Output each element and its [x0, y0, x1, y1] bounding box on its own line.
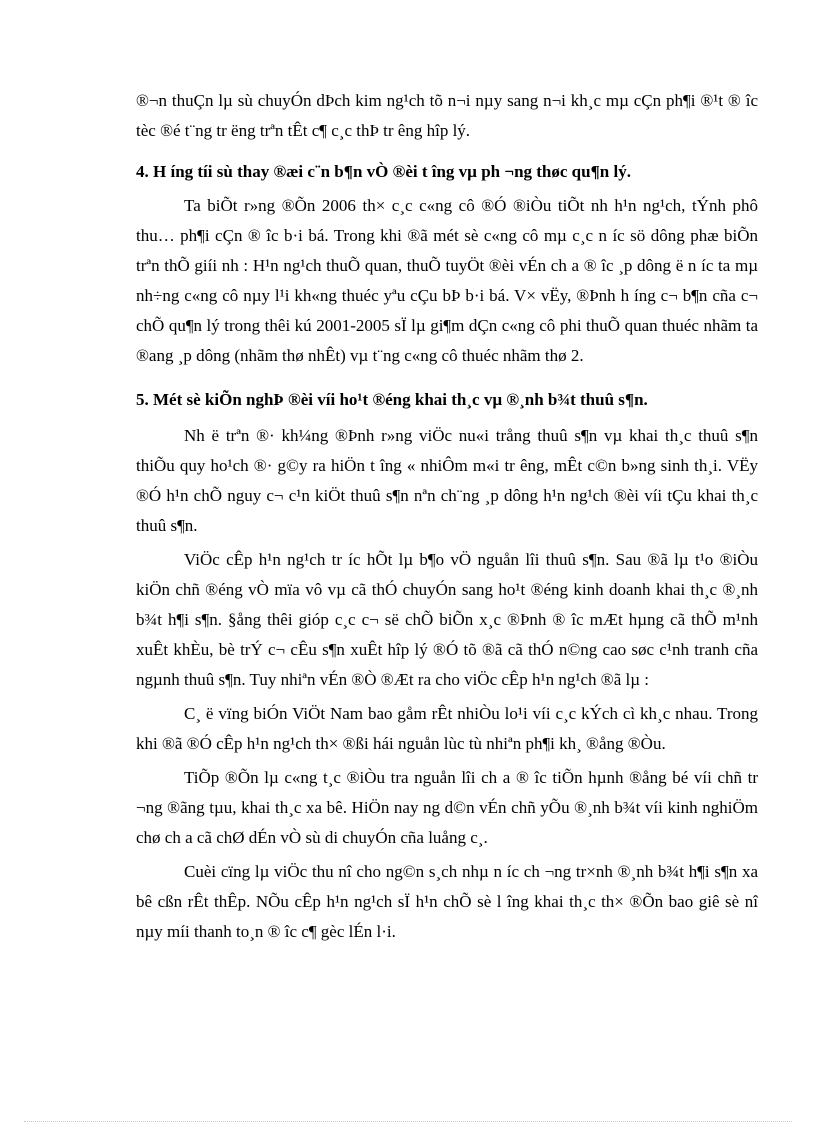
section-heading-4: 4. H íng tíi sù thay ®æi c¨n b¶n vÒ ®èi t îng vµ ph ¬ng thøc qu¶n lý. [136, 162, 631, 181]
section-heading-5: 5. Mét sè kiÕn nghÞ ®èi víi ho¹t ®éng khai th¸c vµ ®¸nh b¾t thuû s¶n. [136, 390, 648, 409]
document-page [136, 86, 758, 947]
page-bottom-divider [24, 1121, 792, 1122]
paragraph-debt-collection: Cuèi cïng lµ viÖc thu nî cho ng©n s¸ch nhµ n íc ch ¬ng tr×nh ®¸nh b¾t h¶i s¶n xa bê cßn rÊt thÊp. NÕu cÊp h¹n ng¹ch sÏ h¹n chÕ sè l îng khai th¸c th× ®Õn bao giê sè nî nµy míi thanh to¸n ® îc c¶ gèc lÉn l·i. [136, 862, 758, 941]
paragraph-quota-benefits: ViÖc cÊp h¹n ng¹ch tr íc hÕt lµ b¶o vÖ nguån lîi thuû s¶n. Sau ®ã lµ t¹o ®iÒu kiÖn chñ ®éng vÒ mïa vô vµ cã thÓ chuyÓn sang ho¹t ®éng kinh doanh khai th¸c ®¸nh b¾t h¶i s¶n. §ång thêi gióp c¸c c¬ së chÕ biÕn x¸c ®Þnh ® îc mÆt hµng cã thÕ m¹nh xuÊt khÈu, bè trÝ c¬ cÊu s¶n xuÊt hîp lý ®Ó tõ ®ã cã thÓ n©ng cao søc c¹nh tranh cña ngµnh thuû s¶n. Tuy nhiªn vÉn ®Ò ®Æt ra cho viÖc cÊp h¹n ng¹ch ®ã lµ : [136, 550, 758, 689]
paragraph-aquaculture-planning: Nh ë trªn ®· kh¼ng ®Þnh r»ng viÖc nu«i trång thuû s¶n vµ khai th¸c thuû s¶n thiÕu quy ho¹ch ®· g©y ra hiÖn t îng « nhiÔm m«i tr êng, mÊt c©n b»ng sinh th¸i. VËy ®Ó h¹n chÕ nguy c¬ c¹n kiÖt thuû s¶n nªn ch¨ng ¸p dông h¹n ng¹ch ®èi víi tÇu khai th¸c thuû s¶n. [136, 426, 758, 535]
continuation-paragraph: ®¬n thuÇn lµ sù chuyÓn dÞch kim ng¹ch tõ n¬i nµy sang n¬i kh¸c mµ cÇn ph¶i ®¹t ® îc tèc ®é t¨ng tr ëng trªn tÊt c¶ c¸c thÞ tr êng hîp lý. [136, 91, 758, 140]
paragraph-resource-survey: TiÕp ®Õn lµ c«ng t¸c ®iÒu tra nguån lîi ch a ® îc tiÕn hµnh ®ång bé víi chñ tr ¬ng ®ãng tµu, khai th¸c xa bê. HiÖn nay ng d©n vÉn chñ yÕu ®¸nh b¾t víi kinh nghiÖm chø ch a cã chØ dÉn vÒ sù di chuyÓn cña luång c¸. [136, 768, 758, 847]
paragraph-fish-species: C¸ ë vïng biÓn ViÖt Nam bao gåm rÊt nhiÒu lo¹i víi c¸c kÝch cì kh¸c nhau. Trong khi ®ã ®Ó cÊp h¹n ng¹ch th× ®ßi hái nguån lùc tù nhiªn ph¶i kh¸ ®ång ®Òu. [136, 704, 758, 753]
paragraph-quota-tools: Ta biÕt r»ng ®Õn 2006 th× c¸c c«ng cô ®Ó ®iÒu tiÕt nh h¹n ng¹ch, tÝnh phô thu… ph¶i cÇn ® îc b·i bá. Trong khi ®ã mét sè c«ng cô mµ c¸c n íc sö dông phæ biÕn trªn thÕ giíi nh : H¹n ng¹ch thuÕ quan, thuÕ tuyÖt ®èi vÉn ch a ® îc ¸p dông ë n íc ta mµ nh÷ng c«ng cô nµy l¹i kh«ng thuéc yªu cÇu bÞ b·i bá. V× vËy, ®Þnh h íng c¬ b¶n cña c¬ chÕ qu¶n lý trong thêi kú 2001-2005 sÏ lµ gi¶m dÇn c«ng cô phi thuÕ quan thuéc nhãm ta ®ang ¸p dông (nhãm thø nhÊt) vµ t¨ng c«ng cô thuéc nhãm thø 2. [136, 196, 758, 365]
